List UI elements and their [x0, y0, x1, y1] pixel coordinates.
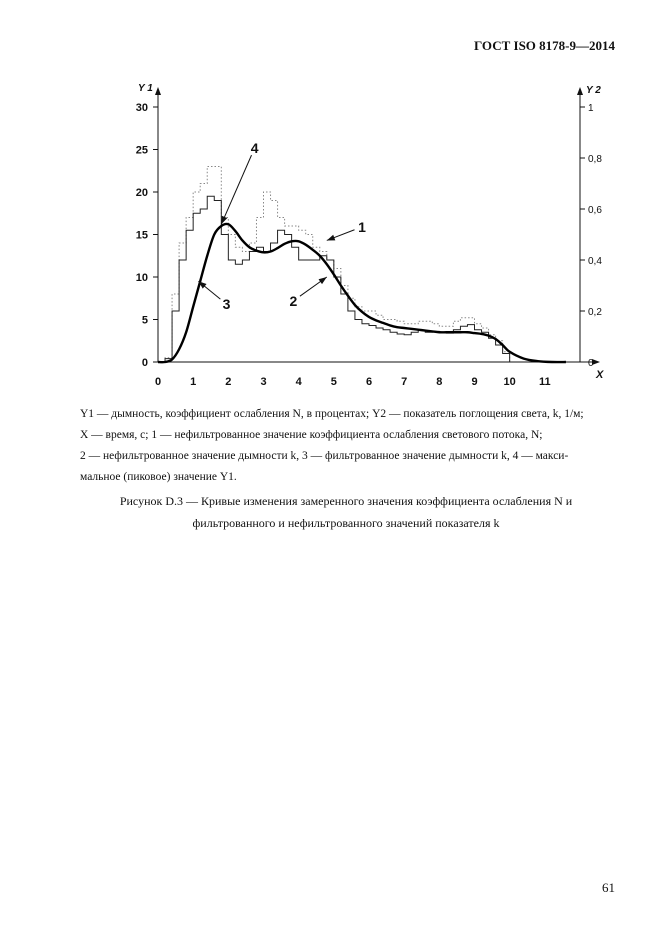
x-tick-label: 2: [225, 376, 232, 388]
x-tick-label: 4: [295, 376, 302, 388]
x-tick-label: 11: [539, 376, 551, 388]
y1-axis-arrow: [155, 87, 161, 95]
y2-tick-label: 0,2: [588, 307, 602, 318]
caption-line-1: Рисунок D.3 — Кривые изменения замеренного значения коэффициента ослабления N и: [119, 494, 573, 508]
figure-legend: [80, 404, 612, 488]
y2-tick-label: 1: [588, 103, 594, 114]
y1-tick-label: 25: [135, 144, 148, 157]
figure-caption: [80, 490, 612, 534]
series-line-2: [158, 196, 510, 362]
axes: [135, 83, 604, 381]
annotation-arrowhead-1: [327, 235, 336, 241]
x-tick-label: 5: [330, 376, 337, 388]
y1-axis-title: Y 1: [138, 83, 153, 94]
smoke-curves-chart: [0, 0, 661, 400]
y1-tick-label: 30: [135, 102, 148, 114]
x-tick-label: 6: [365, 376, 373, 388]
x-tick-label: 8: [436, 376, 443, 388]
x-tick-label: 7: [401, 376, 408, 388]
x-tick-label: 1: [190, 376, 197, 388]
x-tick-label: 10: [503, 376, 516, 388]
y1-tick-label: 15: [135, 229, 148, 242]
annotation-arrowhead-2: [319, 277, 327, 284]
caption-line-2: фильтрованного и нефильтрованного значений показателя k: [192, 516, 500, 530]
x-tick-label: 0: [154, 376, 162, 388]
annotation-label-2: 2: [289, 292, 298, 309]
legend-line-4: мальное (пиковое) значение Y1.: [80, 471, 237, 483]
legend-line-1: Y1 — дымность, коэффициент ослабления N, в процентах; Y2 — показатель поглощения света, k, 1/м;: [80, 408, 584, 420]
series-line-3: [158, 224, 566, 362]
annotation-label-1: 1: [358, 218, 366, 235]
annotation-arrow-4: [221, 155, 251, 224]
y2-tick-label: 0,6: [588, 205, 602, 216]
ticks: [136, 102, 603, 388]
legend-line-3: 2 — нефильтрованное значение дымности k, 3 — фильтрованное значение дымности k, 4 — макси-: [80, 450, 569, 462]
y2-axis-title: Y 2: [586, 85, 601, 96]
y2-axis-arrow: [577, 87, 583, 95]
y2-tick-label: 0,8: [588, 154, 602, 165]
annotation-label-3: 3: [222, 296, 231, 313]
x-axis-title: X: [596, 369, 604, 381]
document-header: ГОСТ ISO 8178-9—2014: [473, 38, 615, 53]
annotation-label-4: 4: [250, 139, 259, 156]
x-tick-label: 3: [260, 376, 267, 388]
legend-line-2: X — время, с; 1 — нефильтрованное значение коэффициента ослабления светового потока, N;: [80, 429, 543, 441]
y2-tick-label: 0,4: [588, 256, 602, 267]
page-number: 61: [602, 880, 615, 895]
y2-tick-label: 0: [588, 358, 594, 369]
series-layer: [158, 167, 566, 363]
y1-tick-label: 0: [141, 357, 148, 369]
y1-tick-label: 10: [135, 272, 148, 284]
x-tick-label: 9: [471, 376, 478, 388]
y1-tick-label: 20: [135, 187, 148, 199]
y1-tick-label: 5: [141, 314, 148, 327]
